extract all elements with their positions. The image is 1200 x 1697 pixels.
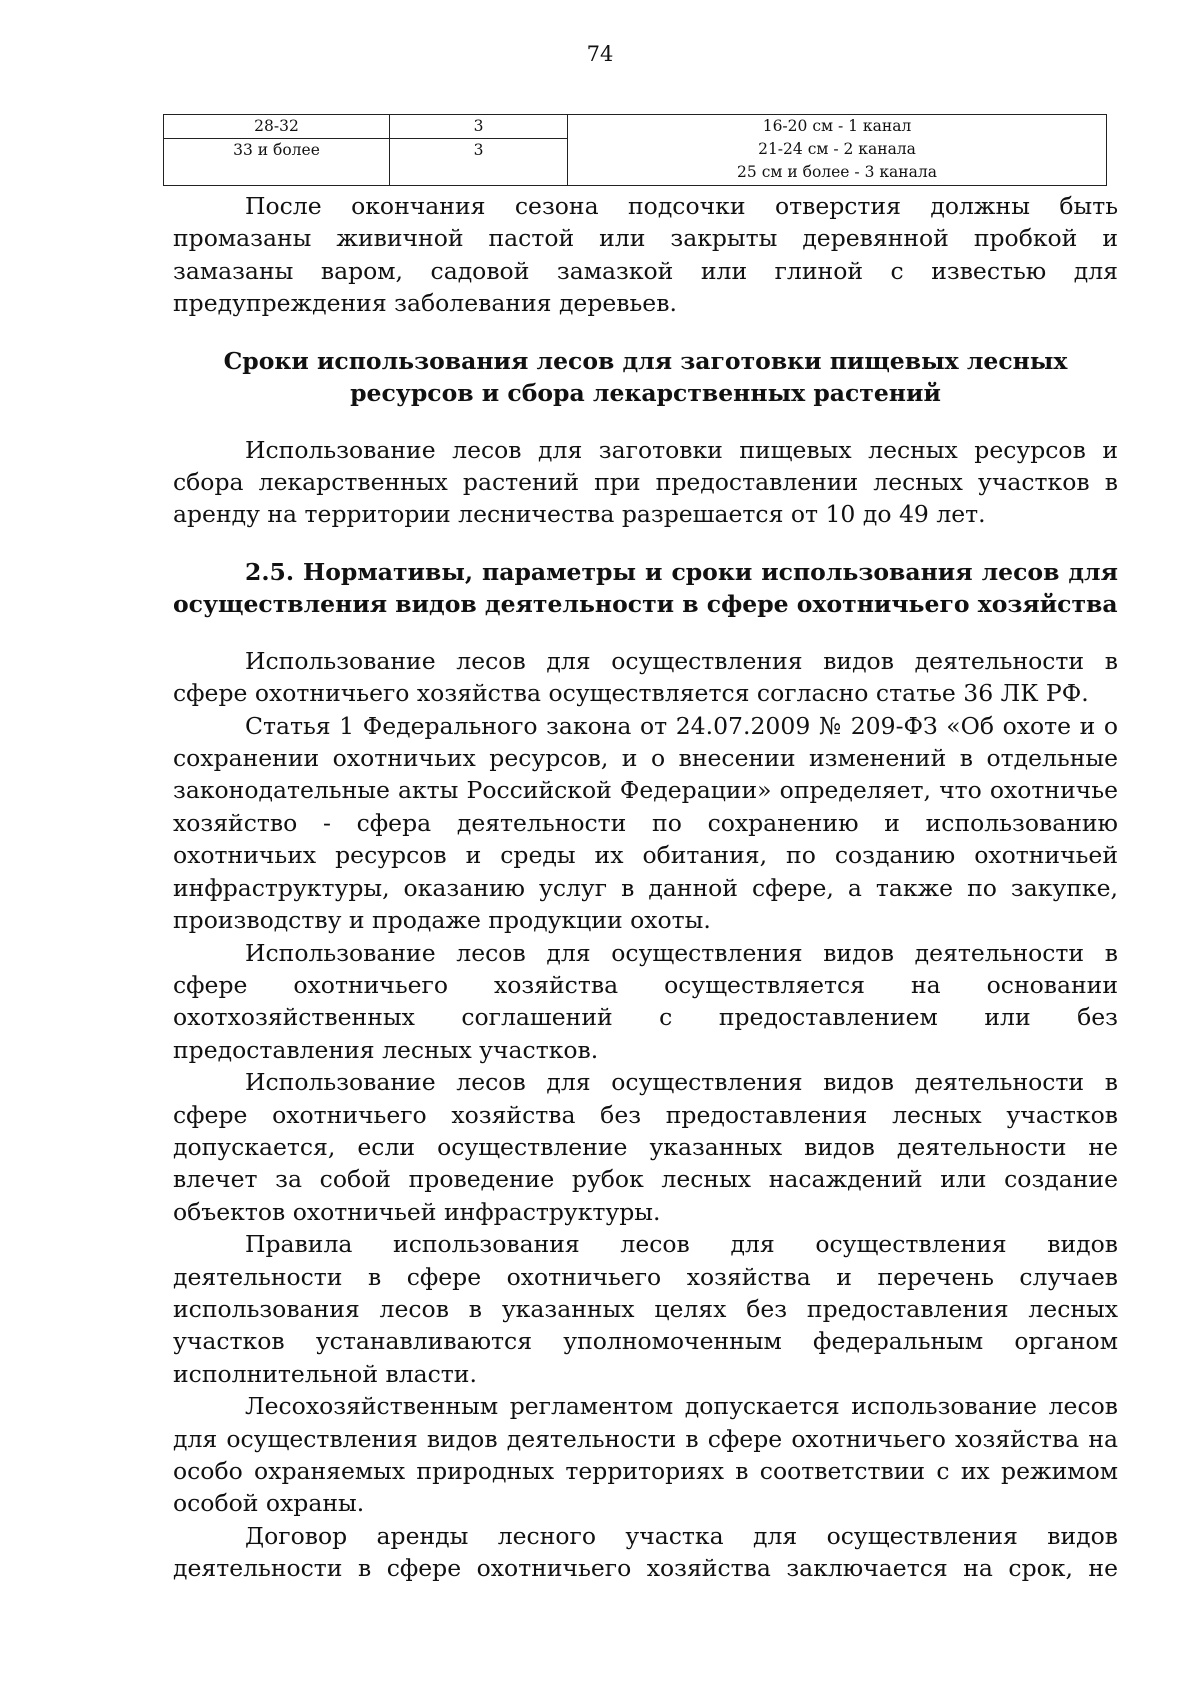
- table-cell-diameter: 33 и более: [164, 139, 390, 186]
- channel-line: 25 см и более - 3 канала: [737, 163, 937, 181]
- table-cell-channels: [568, 115, 1107, 186]
- paragraph: Использование лесов для осуществления видов деятельности в сфере охотничьего хозяйства без предоставления лесных участков допускается, если осуществление указанных видов деятельности не влечет за собой проведение рубок лесных насаждений или создание объектов охотничьей инфраструктуры.: [173, 1068, 1118, 1226]
- paragraph: Правила использования лесов для осуществления видов деятельности в сфере охотничьего хозяйства и перечень случаев использования лесов в указанных целях без предоставления лесных участков устанавливаются уполномоченным федеральным органом исполнительной власти.: [173, 1230, 1118, 1388]
- paragraph: Использование лесов для осуществления видов деятельности в сфере охотничьего хозяйства осуществляется на основании охотхозяйственных соглашений с предоставлением или без предоставления лесных участков.: [173, 938, 1118, 1064]
- page-number: 74: [586, 42, 614, 66]
- channel-line: 16-20 см - 1 канал: [762, 117, 912, 135]
- table-cell-diameter: 28-32: [164, 115, 390, 139]
- paragraph: Лесохозяйственным регламентом допускается использование лесов для осуществления видов деятельности в сфере охотничьего хозяйства на особо охраняемых природных территориях в соответствии с их режимом особой охраны.: [173, 1392, 1118, 1518]
- paragraph: Статья 1 Федерального закона от 24.07.2009 № 209-ФЗ «Об охоте и о сохранении охотничьих ресурсов, и о внесении изменений в отдельные законодательные акты Российской Федерации» определяет, что охотничье хозяйство - сфера деятельности по сохранению и использованию охотничьих ресурсов и среды их обитания, по созданию охотничьей инфраструктуры, оказанию услуг в данной сфере, а также по закупке, производству и продаже продукции охоты.: [173, 711, 1118, 935]
- paragraph: После окончания сезона подсочки отверстия должны быть промазаны живичной пастой или закрыты деревянной пробкой и замазаны варом, садовой замазкой или глиной с известью для предупреждения заболевания деревьев.: [173, 192, 1118, 318]
- table-cell-count: 3: [390, 139, 568, 186]
- paragraph: Договор аренды лесного участка для осуществления видов деятельности в сфере охотничьего хозяйства заключается на срок, не: [173, 1521, 1118, 1583]
- section-heading: Сроки использования лесов для заготовки пищевых лесных ресурсов и сбора лекарственных растений: [223, 346, 1068, 407]
- table-row: [164, 115, 1107, 139]
- channels-table: [163, 114, 1107, 186]
- channel-line: 21-24 см - 2 канала: [758, 140, 916, 158]
- paragraph: Использование лесов для осуществления видов деятельности в сфере охотничьего хозяйства осуществляется согласно статье 36 ЛК РФ.: [173, 646, 1118, 708]
- section-heading: 2.5. Нормативы, параметры и сроки использования лесов для осуществления видов деятельности в сфере охотничьего хозяйства: [173, 557, 1118, 618]
- document-body: [173, 190, 1118, 1585]
- paragraph: Использование лесов для заготовки пищевых лесных ресурсов и сбора лекарственных растений при предоставлении лесных участков в аренду на территории лесничества разрешается от 10 до 49 лет.: [173, 435, 1118, 529]
- table-cell-count: 3: [390, 115, 568, 139]
